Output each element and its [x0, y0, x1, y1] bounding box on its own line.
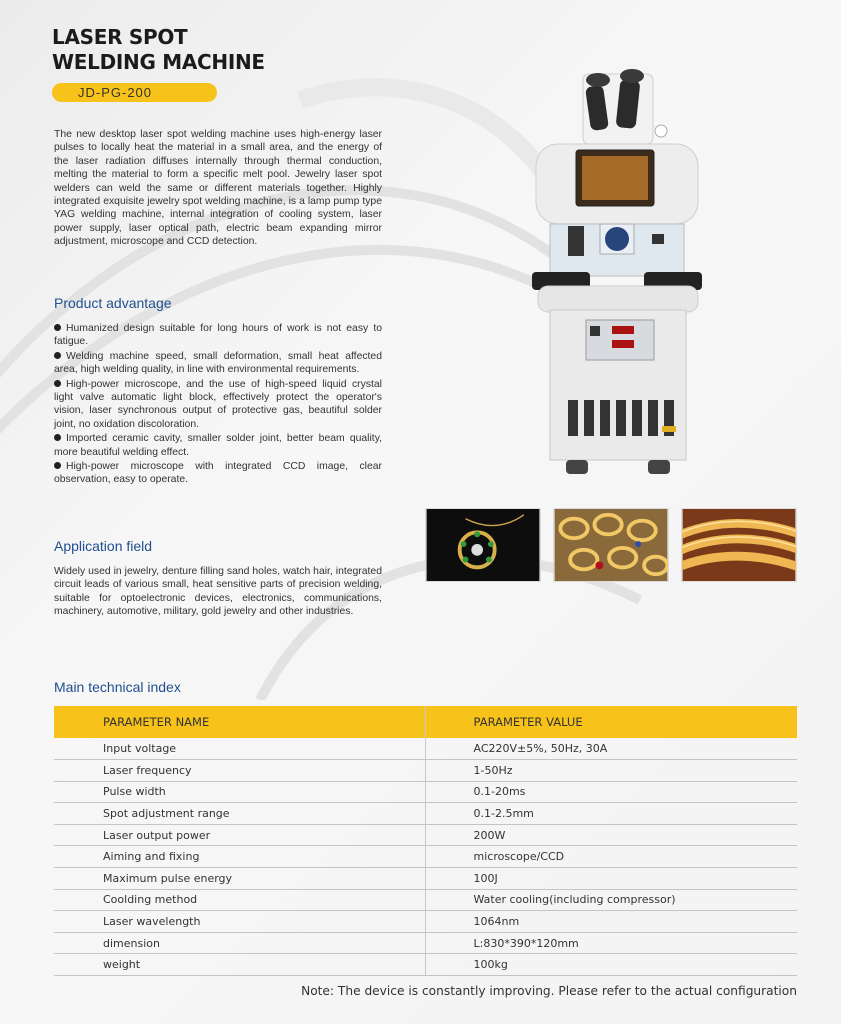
param-value: L:830*390*120mm	[425, 932, 797, 954]
table-row	[54, 954, 797, 976]
title-line-2: WELDING MACHINE	[52, 50, 265, 74]
bullet-icon	[54, 462, 61, 469]
bullet-icon	[54, 380, 61, 387]
footnote: Note: The device is constantly improving. Please refer to the actual configuration	[301, 984, 797, 998]
param-value: 0.1-2.5mm	[425, 803, 797, 825]
section-title-tech: Main technical index	[54, 679, 181, 695]
title-line-1: LASER SPOT	[52, 25, 188, 49]
column-header-value: PARAMETER VALUE	[425, 706, 797, 738]
list-item: Welding machine speed, small deformation, small heat affected area, high welding quality, in line with environmental requirements.	[54, 350, 382, 376]
param-name: Aiming and fixing	[54, 846, 425, 868]
bullet-icon	[54, 324, 61, 331]
table-row	[54, 846, 797, 868]
section-title-advantage: Product advantage	[54, 295, 172, 311]
param-name: Maximum pulse energy	[54, 868, 425, 890]
table-row	[54, 824, 797, 846]
list-item: Humanized design suitable for long hours of work is not easy to fatigue.	[54, 323, 382, 348]
model-badge: JD-PG-200	[52, 83, 217, 102]
gold-bangles-image	[681, 508, 797, 582]
table-row	[54, 738, 797, 760]
table-row	[54, 781, 797, 803]
jewelry-rings-image	[553, 508, 669, 582]
list-item: Imported ceramic cavity, smaller solder joint, better beam quality, more beautiful welding effect.	[54, 433, 382, 458]
param-value: 0.1-20ms	[425, 781, 797, 803]
advantage-list	[54, 322, 382, 488]
list-item: High-power microscope with integrated CCD image, clear observation, easy to operate.	[54, 461, 382, 486]
table-row	[54, 760, 797, 782]
param-name: Laser frequency	[54, 760, 425, 782]
machine-image	[528, 66, 706, 480]
param-name: Coolding method	[54, 889, 425, 911]
bullet-icon	[54, 352, 61, 359]
table-row	[54, 889, 797, 911]
application-paragraph: Widely used in jewelry, denture filling sand holes, watch hair, integrated circuit leads of various small, heat sensitive parts of precision welding, suitable for optoelectronic devices, electronics, communications, machinery, automotive, military, gold jewelry and other industries.	[54, 566, 382, 618]
bullet-icon	[54, 434, 61, 441]
table-row	[54, 911, 797, 933]
param-name: Pulse width	[54, 781, 425, 803]
list-item: High-power microscope, and the use of high-speed liquid crystal light valve automatic light block, effectively protect the operator's vision, laser synchronous output of protective gas, beautiful solder joint, no oxidation discoloration.	[54, 378, 382, 430]
pendant-image	[425, 508, 541, 582]
param-name: dimension	[54, 932, 425, 954]
table-row	[54, 803, 797, 825]
param-value: microscope/CCD	[425, 846, 797, 868]
param-value: 200W	[425, 824, 797, 846]
section-title-application: Application field	[54, 538, 153, 554]
spec-table	[54, 706, 797, 976]
param-value: 1064nm	[425, 911, 797, 933]
param-value: 100kg	[425, 954, 797, 976]
param-value: 1-50Hz	[425, 760, 797, 782]
param-name: Laser wavelength	[54, 911, 425, 933]
table-row	[54, 868, 797, 890]
param-value: Water cooling(including compressor)	[425, 889, 797, 911]
intro-paragraph: The new desktop laser spot welding machine uses high-energy laser pulses to locally heat the material in a small area, and the energy of the laser radiation diffuses internally through thermal conduction, melting the material to form a specific melt pool. Jewelry laser spot welders can weld the same or different materials together. Highly integrated exquisite jewelry spot welding machine, is a lamp pump type YAG welding machine, internal integration of cooling system, laser power supply, laser optical path, electric beam expanding mirror adjustment, microscope and CCD detection.	[54, 129, 382, 248]
param-name: Spot adjustment range	[54, 803, 425, 825]
param-name: Input voltage	[54, 738, 425, 760]
page-title	[52, 25, 265, 75]
param-value: AC220V±5%, 50Hz, 30A	[425, 738, 797, 760]
param-name: weight	[54, 954, 425, 976]
table-row	[54, 932, 797, 954]
table-header-row	[54, 706, 797, 738]
param-name: Laser output power	[54, 824, 425, 846]
column-header-name: PARAMETER NAME	[54, 706, 425, 738]
param-value: 100J	[425, 868, 797, 890]
